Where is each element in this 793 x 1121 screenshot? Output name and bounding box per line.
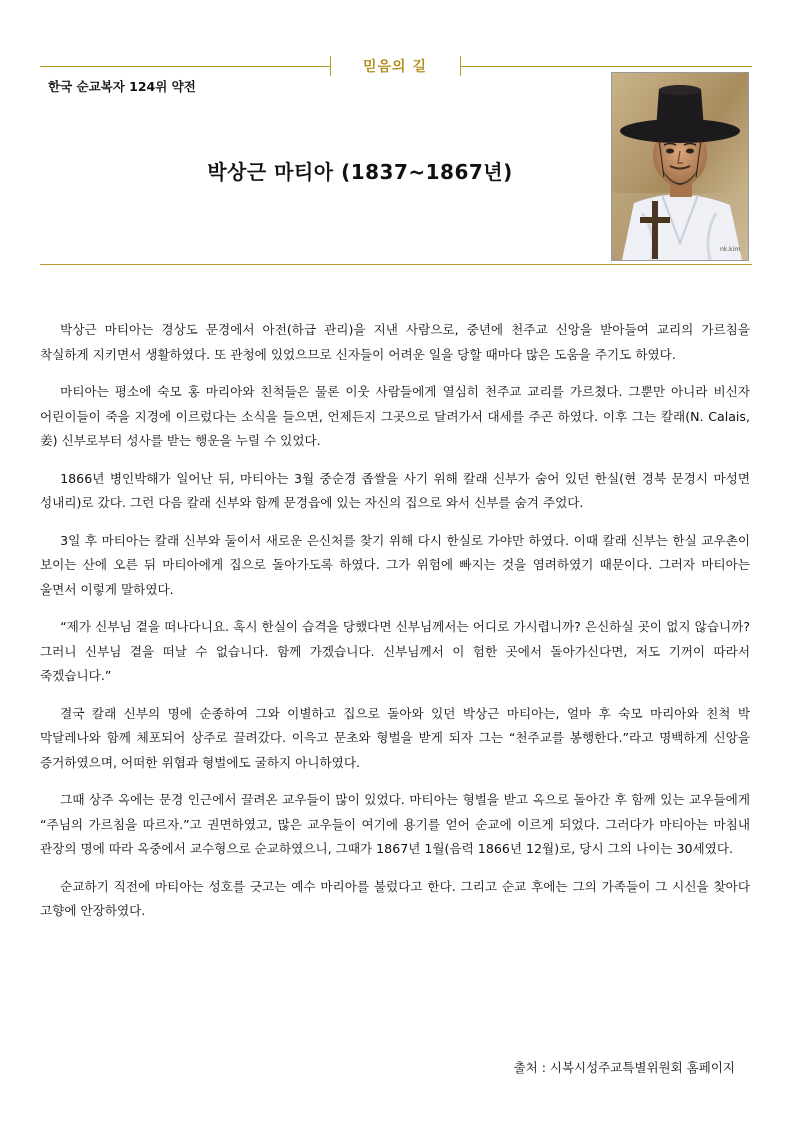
portrait-signature: nk.kim	[720, 246, 741, 253]
paragraph: 1866년 병인박해가 일어난 뒤, 마티아는 3월 중순경 좁쌀을 사기 위해 칼래 신부가 숨어 있던 한실(현 경북 문경시 마성면 성내리)로 갔다. 그런 다음 칼래 신부와 함께 문경읍에 있는 자신의 집으로 와서 신부를 숨겨 주었다.	[40, 470, 750, 510]
header-rule-right	[460, 66, 752, 67]
martyr-portrait-icon	[612, 73, 748, 260]
martyr-portrait-image	[611, 72, 749, 261]
paragraph: “제가 신부님 곁을 떠나다니요. 혹시 한실이 습격을 당했다면 신부님께서는 어디로 가시렵니까? 은신하실 곳이 없지 않습니까? 그러니 신부님 곁을 떠날 수 없습니다. 함께 가겠습니다. 신부님께서 이 험한 곳에서 돌아가신다면, 저도 기꺼이 따라서 죽겠습니다.”	[40, 619, 750, 683]
header-rule-left	[40, 66, 330, 67]
header-divider	[40, 264, 752, 265]
article-body	[40, 318, 750, 937]
paragraph: 박상근 마티아는 경상도 문경에서 아전(하급 관리)을 지낸 사람으로, 중년에 천주교 신앙을 받아들여 교리의 가르침을 착실하게 지키면서 생활하였다. 또 관청에 있었으므로 신자들이 어려운 일을 당할 때마다 많은 도움을 주기도 하였다.	[40, 322, 750, 362]
paragraph: 마티아는 평소에 숙모 홍 마리아와 친척들은 물론 이웃 사람들에게 열심히 천주교 교리를 가르쳤다. 그뿐만 아니라 비신자 어린이들이 죽을 지경에 이르렀다는 소식을 들으면, 언제든지 그곳으로 달려가서 대세를 주곤 하였다. 이후 그는 칼래(N. Calais, 姜) 신부로부터 성사를 받는 행운을 누릴 수 있었다.	[40, 384, 750, 448]
paragraph: 결국 칼래 신부의 명에 순종하여 그와 이별하고 집으로 돌아와 있던 박상근 마티아는, 얼마 후 숙모 마리아와 친척 박 막달레나와 함께 체포되어 상주로 끌려갔다. 이윽고 문초와 형벌을 받게 되자 그는 “천주교를 봉행한다.”라고 명백하게 신앙을 증거하였으며, 어떠한 위협과 형벌에도 굴하지 아니하였다.	[40, 705, 750, 770]
source-citation: 출처 : 시복시성주교특별위원회 홈페이지	[513, 1060, 735, 1075]
paragraph: 3일 후 마티아는 칼래 신부와 둘이서 새로운 은신처를 찾기 위해 다시 한실로 가야만 하였다. 이때 칼래 신부는 한실 교우촌이 보이는 산에 오른 뒤 마티아에게 집으로 돌아가도록 하였다. 그가 위험에 빠지는 것을 염려하였기 때문이다. 그러자 마티아는 울면서 이렇게 말하였다.	[40, 532, 750, 597]
paragraph: 그때 상주 옥에는 문경 인근에서 끌려온 교우들이 많이 있었다. 마티아는 형벌을 받고 옥으로 돌아간 후 함께 있는 교우들에게 “주님의 가르침을 따르자.”고 권면하였고, 많은 교우들이 여기에 용기를 얻어 순교에 이르게 되었다. 그러다가 마티아는 마침내 관장의 명에 따라 옥중에서 교수형으로 순교하였으니, 그때가 1867년 1월(음력 1866년 12월)로, 당시 그의 나이는 30세였다.	[40, 792, 750, 856]
series-label: 한국 순교복자 124위 약전	[48, 79, 196, 94]
paragraph: 순교하기 직전에 마티아는 성호를 긋고는 예수 마리아를 불렀다고 한다. 그리고 순교 후에는 그의 가족들이 그 시신을 찾아다 고향에 안장하였다.	[40, 878, 750, 918]
page-title: 박상근 마티아 (1837~1867년)	[207, 160, 513, 184]
section-label: 믿음의 길	[363, 59, 427, 75]
